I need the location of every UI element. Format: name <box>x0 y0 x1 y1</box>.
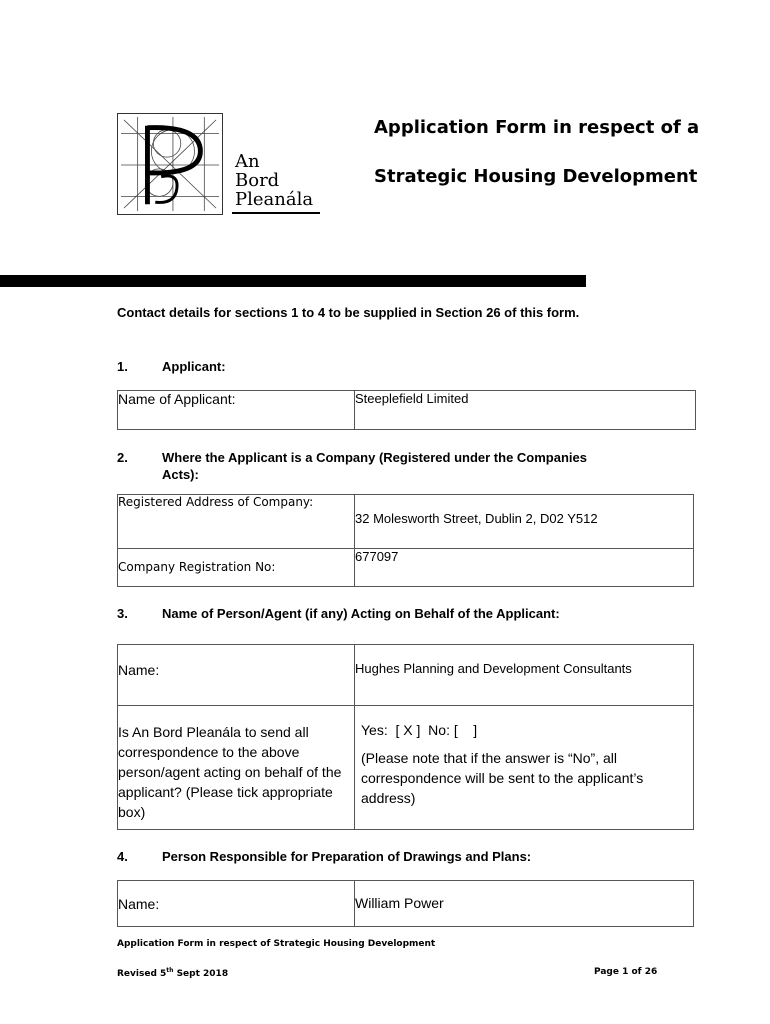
form-title-line2: Strategic Housing Development <box>374 166 698 187</box>
correspondence-question: Is An Bord Pleanála to send all correspondence to the above person/agent acting on behalf of the applicant? (Please tick appropriate box) <box>118 706 355 830</box>
revised-suffix: Sept 2018 <box>173 969 229 979</box>
section2-number: 2. <box>117 450 128 465</box>
applicant-name-value[interactable]: Steeplefield Limited <box>355 391 696 430</box>
table-row <box>118 495 694 549</box>
logo-underline <box>232 212 320 214</box>
agent-table <box>117 644 694 830</box>
section3-number: 3. <box>117 606 128 621</box>
table-row <box>118 549 694 587</box>
form-title-line1: Application Form in respect of a <box>374 117 700 138</box>
company-reg-value[interactable]: 677097 <box>355 549 694 587</box>
section1-number: 1. <box>117 359 128 374</box>
section4-title: Person Responsible for Preparation of Drawings and Plans: <box>162 849 532 864</box>
revised-prefix: Revised 5 <box>117 969 167 979</box>
drawings-name-label: Name: <box>118 881 355 927</box>
footer-document-title: Application Form in respect of Strategic Housing Development <box>117 939 436 949</box>
company-table <box>117 494 694 587</box>
table-row <box>118 881 694 927</box>
applicant-name-label: Name of Applicant: <box>118 391 355 430</box>
logo-p-icon <box>118 114 222 214</box>
applicant-table <box>117 390 696 430</box>
section1-title: Applicant: <box>162 359 226 374</box>
logo-text-an: An <box>235 151 260 172</box>
section4-number: 4. <box>117 849 128 864</box>
header-rule <box>0 275 586 287</box>
intro-text: Contact details for sections 1 to 4 to be supplied in Section 26 of this form. <box>117 305 580 320</box>
company-reg-label: Company Registration No: <box>118 549 355 587</box>
footer-revised-date <box>117 967 228 979</box>
correspondence-yes-no-checkbox[interactable]: Yes: [ X ] No: [ ] <box>361 722 478 738</box>
drawings-name-value[interactable]: William Power <box>355 881 694 927</box>
logo-emblem <box>117 113 223 215</box>
footer-page-number: Page 1 of 26 <box>594 967 658 977</box>
logo-text-pleanala: Pleanála <box>235 189 314 210</box>
registered-address-value[interactable]: 32 Molesworth Street, Dublin 2, D02 Y512 <box>355 495 694 549</box>
agent-name-value[interactable]: Hughes Planning and Development Consultants <box>355 645 694 706</box>
drawings-table <box>117 880 694 927</box>
table-row <box>118 706 694 830</box>
correspondence-note: (Please note that if the answer is “No”, all correspondence will be sent to the applicant’s address) <box>361 750 644 806</box>
section3-title: Name of Person/Agent (if any) Acting on Behalf of the Applicant: <box>162 606 560 621</box>
logo-text-bord: Bord <box>235 170 280 191</box>
registered-address-label: Registered Address of Company: <box>118 495 355 549</box>
table-row <box>118 391 696 430</box>
table-row <box>118 645 694 706</box>
revised-superscript: th <box>166 967 174 974</box>
section2-title: Where the Applicant is a Company (Registered under the Companies Acts): <box>162 450 587 482</box>
agent-name-label: Name: <box>118 645 355 706</box>
